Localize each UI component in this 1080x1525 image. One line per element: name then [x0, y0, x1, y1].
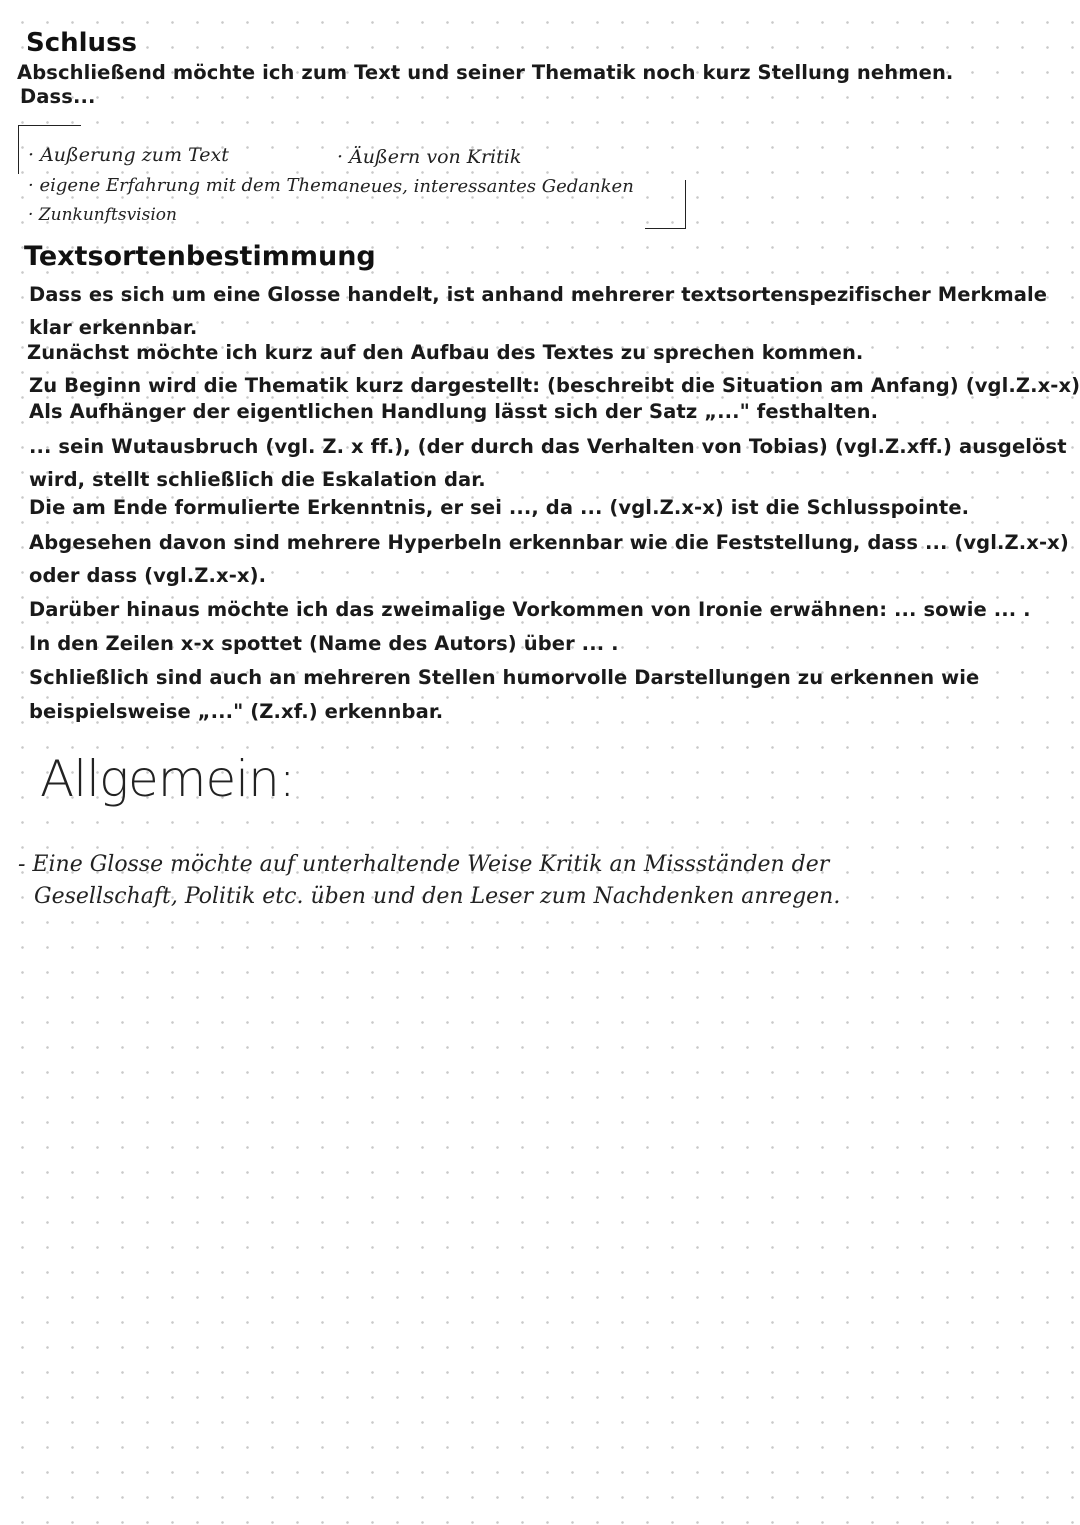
textsorten-line: Darüber hinaus möchte ich das zweimalige Vorkommen von Ironie erwähnen: ... sowie ... . [29, 598, 1031, 621]
note-zukunftsvision: · Zunkunftsvision [28, 205, 177, 225]
allgemein-line-1: - Eine Glosse möchte auf unterhaltende Weise Kritik an Missständen der [18, 852, 830, 877]
textsorten-line: klar erkennbar. [29, 316, 198, 339]
textsorten-line: beispielsweise „..." (Z.xf.) erkennbar. [29, 700, 444, 723]
note-eigene-erfahrung: · eigene Erfahrung mit dem Thema [28, 175, 349, 196]
note-aeusserung-text: · Außerung zum Text [28, 144, 229, 166]
textsorten-heading: Textsortenbestimmung [24, 241, 376, 272]
textsorten-line: Als Aufhänger der eigentlichen Handlung lässt sich der Satz „..." festhalten. [29, 400, 879, 423]
textsorten-line: Zunächst möchte ich kurz auf den Aufbau des Textes zu sprechen kommen. [27, 341, 864, 364]
textsorten-line: Dass es sich um eine Glosse handelt, ist anhand mehrerer textsortenspezifischer Merkmale [29, 283, 1048, 306]
schluss-line-1: Abschließend möchte ich zum Text und seiner Thematik noch kurz Stellung nehmen. [17, 61, 954, 84]
textsorten-line: ... sein Wutausbruch (vgl. Z. x ff.), (der durch das Verhalten von Tobias) (vgl.Z.xff.) ausgelöst [29, 435, 1067, 458]
note-aeussern-kritik: · Äußern von Kritik [337, 146, 522, 168]
textsorten-line: In den Zeilen x-x spottet (Name des Autors) über ... . [29, 632, 619, 655]
textsorten-line: oder dass (vgl.Z.x-x). [29, 564, 267, 587]
allgemein-line-2: Gesellschaft, Politik etc. üben und den Leser zum Nachdenken anregen. [34, 884, 841, 909]
textsorten-line: Zu Beginn wird die Thematik kurz dargestellt: (beschreibt die Situation am Anfang) (vgl.Z.x-x) [29, 374, 1080, 397]
notes-bracket-right [645, 180, 686, 229]
schluss-line-2: Dass... [20, 85, 96, 108]
textsorten-line: Abgesehen davon sind mehrere Hyperbeln erkennbar wie die Feststellung, dass ... (vgl.Z.x-x) [29, 531, 1069, 554]
textsorten-line: Schließlich sind auch an mehreren Stellen humorvolle Darstellungen zu erkennen wie [29, 666, 980, 689]
note-neue-gedanken: · neues, interessantes Gedanken [337, 176, 634, 197]
textsorten-line: Die am Ende formulierte Erkenntnis, er sei ..., da ... (vgl.Z.x-x) ist die Schlusspointe. [29, 496, 970, 519]
schluss-heading: Schluss [26, 28, 138, 58]
textsorten-line: wird, stellt schließlich die Eskalation dar. [29, 468, 486, 491]
allgemein-heading: Allgemein: [40, 750, 295, 808]
